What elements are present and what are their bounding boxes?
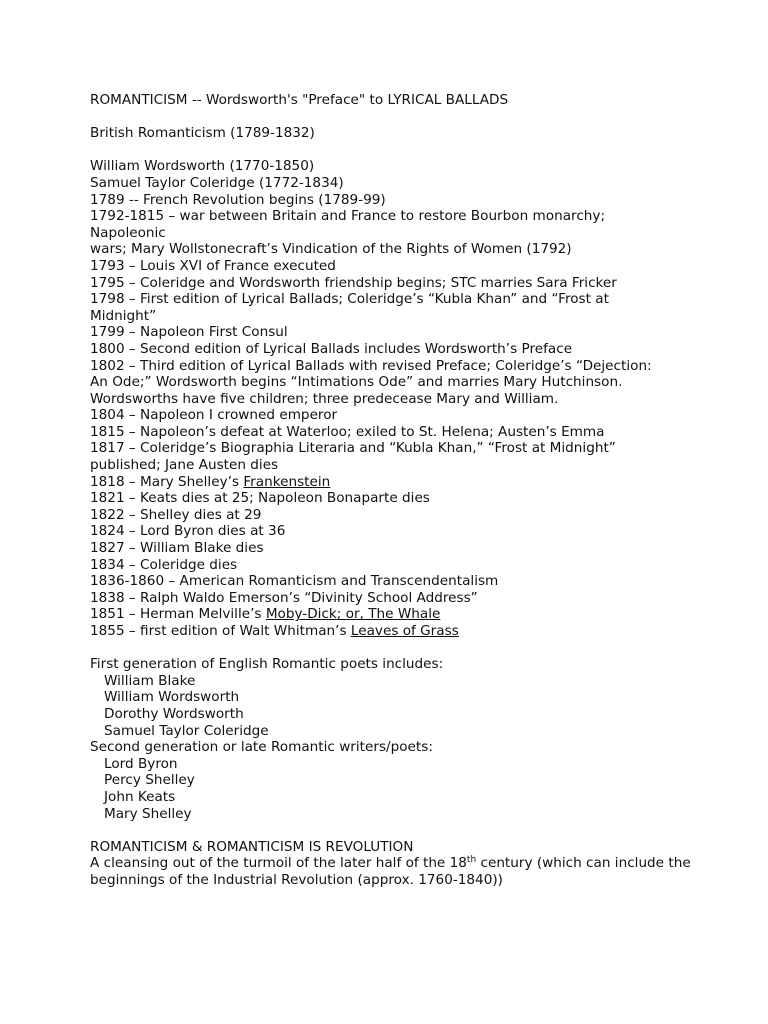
timeline-line-melville — [90, 606, 710, 623]
first-generation-heading: First generation of English Romantic poets includes: — [90, 656, 444, 673]
timeline-line: 1802 – Third edition of Lyrical Ballads with revised Preface; Coleridge’s “Dejection: — [90, 357, 652, 374]
timeline-line: 1792-1815 – war between Britain and France to restore Bourbon monarchy; — [90, 208, 606, 225]
timeline-line: 1834 – Coleridge dies — [90, 556, 238, 573]
poet-name: Mary Shelley — [104, 805, 192, 822]
spacer — [90, 822, 710, 839]
poet-name: John Keats — [104, 788, 176, 805]
paragraph-text: A cleansing out of the turmoil of the later half of the 18 — [90, 855, 467, 872]
poet-name: Lord Byron — [104, 755, 178, 772]
spacer — [90, 109, 710, 126]
poet-name: Samuel Taylor Coleridge — [104, 722, 269, 739]
second-generation-section — [90, 739, 710, 822]
document-title: ROMANTICISM -- Wordsworth's "Preface" to LYRICAL BALLADS — [90, 92, 509, 108]
timeline-line: Midnight” — [90, 307, 157, 324]
timeline-line: Samuel Taylor Coleridge (1772-1834) — [90, 174, 344, 191]
poet-name: Percy Shelley — [104, 772, 195, 789]
timeline-line: Napoleonic — [90, 224, 166, 241]
book-title-moby-dick: Moby-Dick; or, The Whale — [265, 606, 441, 623]
timeline-text: 1818 – Mary Shelley’s — [90, 473, 244, 490]
timeline-line: wars; Mary Wollstonecraft’s Vindication of the Rights of Women (1792) — [90, 241, 572, 258]
first-generation-section — [90, 656, 710, 739]
timeline-line: published; Jane Austen dies — [90, 457, 279, 474]
timeline-line: An Ode;” Wordsworth begins “Intimations Ode” and marries Mary Hutchinson. — [90, 374, 623, 391]
revolution-section — [90, 839, 710, 889]
timeline-line: 1798 – First edition of Lyrical Ballads; Coleridge’s “Kubla Khan” and “Frost at — [90, 291, 609, 308]
spacer — [90, 142, 710, 159]
timeline-line: 1793 – Louis XVI of France executed — [90, 257, 336, 274]
timeline-line: Wordsworths have five children; three predecease Mary and William. — [90, 390, 559, 407]
timeline-text: 1851 – Herman Melville’s — [90, 606, 266, 623]
timeline-line: 1821 – Keats dies at 25; Napoleon Bonaparte dies — [90, 490, 430, 507]
timeline-line: 1824 – Lord Byron dies at 36 — [90, 523, 286, 540]
timeline-line: 1789 -- French Revolution begins (1789-99) — [90, 191, 386, 208]
timeline-line: 1804 – Napoleon I crowned emperor — [90, 407, 338, 424]
book-title-leaves-of-grass: Leaves of Grass — [350, 623, 459, 639]
poet-name: William Wordsworth — [104, 689, 240, 706]
revolution-heading: ROMANTICISM & ROMANTICISM IS REVOLUTION — [90, 838, 414, 855]
document-page — [90, 92, 710, 889]
spacer — [90, 640, 710, 657]
document-subtitle: British Romanticism (1789-1832) — [90, 125, 315, 142]
timeline-line: 1838 – Ralph Waldo Emerson’s “Divinity School Address” — [90, 589, 478, 606]
timeline-line-frankenstein — [90, 474, 710, 491]
timeline-line: William Wordsworth (1770-1850) — [90, 158, 315, 175]
timeline-line: 1799 – Napoleon First Consul — [90, 324, 288, 341]
second-generation-heading: Second generation or late Romantic writers/poets: — [90, 739, 433, 756]
timeline-line: 1827 – William Blake dies — [90, 540, 264, 557]
timeline-line: 1817 – Coleridge’s Biographia Literaria and “Kubla Khan,” “Frost at Midnight” — [90, 440, 616, 457]
revolution-paragraph — [90, 855, 710, 888]
timeline-line-whitman — [90, 623, 710, 640]
timeline-line: 1795 – Coleridge and Wordsworth friendship begins; STC marries Sara Fricker — [90, 274, 617, 291]
poet-name: Dorothy Wordsworth — [104, 705, 244, 722]
timeline-line: 1815 – Napoleon’s defeat at Waterloo; exiled to St. Helena; Austen’s Emma — [90, 423, 605, 440]
timeline-line: 1822 – Shelley dies at 29 — [90, 506, 262, 523]
timeline — [90, 158, 710, 639]
paragraph-text: century (which can include the beginnings of the Industrial Revolution (approx. 1760-1840)) — [90, 855, 691, 888]
timeline-line: 1836-1860 – American Romanticism and Transcendentalism — [90, 573, 499, 590]
superscript-th: th — [466, 855, 477, 866]
poet-name: William Blake — [104, 672, 196, 689]
timeline-line: 1800 – Second edition of Lyrical Ballads includes Wordsworth’s Preface — [90, 340, 573, 357]
timeline-text: 1855 – first edition of Walt Whitman’s — [90, 623, 351, 639]
book-title-frankenstein: Frankenstein — [243, 473, 331, 490]
